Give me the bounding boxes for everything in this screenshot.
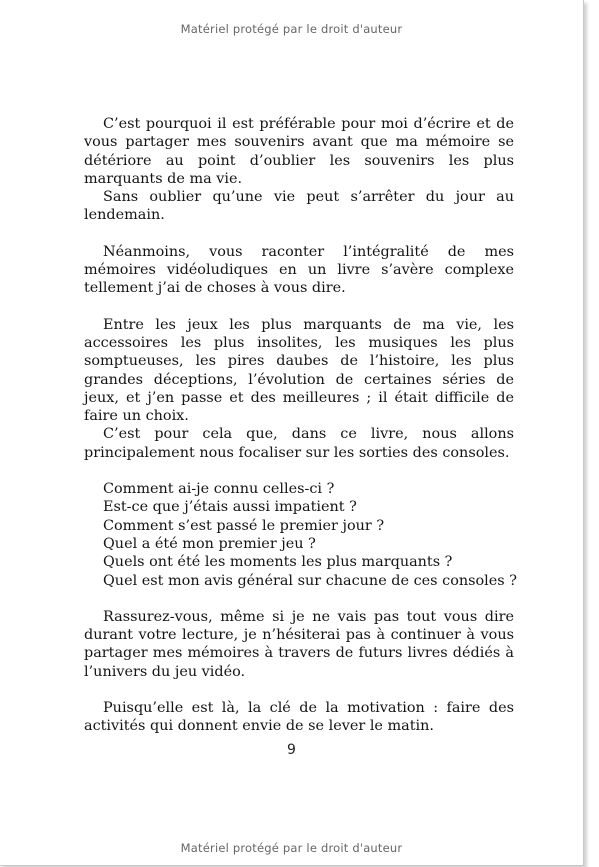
paragraph-spacer: [84, 462, 514, 480]
copyright-notice-bottom: Matériel protégé par le droit d'auteur: [180, 841, 403, 855]
paragraph-7: Puisqu’elle est là, la clé de la motivation : faire des activités qui donnent envie de se lever le matin.: [84, 700, 514, 735]
paragraph-spacer: [84, 225, 514, 243]
paragraph-spacer: [84, 681, 514, 699]
copyright-notice-top: Matériel protégé par le droit d'auteur: [180, 22, 403, 36]
paragraph-3: Néanmoins, vous raconter l’intégralité de mes mémoires vidéoludiques en un livre s’avère complexe tellement j’ai de choses à vous dire.: [84, 243, 514, 297]
question-line-3: Comment s’est passé le premier jour ?: [103, 517, 385, 534]
paragraph-1: C’est pourquoi il est préférable pour moi d’écrire et de vous partager mes souvenirs avant que ma mémoire se détériore au point d’oublier les souvenirs les plus marquants de ma vie.: [84, 116, 514, 187]
paragraph-spacer: [84, 590, 514, 608]
question-line-1: Comment ai-je connu celles-ci ?: [103, 481, 335, 498]
paragraph-6: Rassurez-vous, même si je ne vais pas tout vous dire durant votre lecture, je n’hésiterai pas à continuer à vous partager mes mémoires à travers de futurs livres dédiés à l’univers du jeu vidéo.: [84, 608, 514, 680]
paragraph-5: C’est pour cela que, dans ce livre, nous allons principalement nous focaliser sur les sorties des consoles.: [84, 426, 514, 461]
question-line-4: Quel a été mon premier jeu ?: [103, 535, 316, 552]
paragraph-2: Sans oublier qu’une vie peut s’arrêter du jour au lendemain.: [84, 189, 514, 224]
page-number: 9: [287, 742, 296, 758]
question-line-5: Quels ont été les moments les plus marquants ?: [103, 554, 453, 571]
question-line-6: Quel est mon avis général sur chacune de ces consoles ?: [103, 572, 517, 589]
paragraph-4: Entre les jeux les plus marquants de ma vie, les accessoires les plus insolites, les musiques les plus somptueuses, les pires daubes de l’histoire, les plus grandes déceptions, l’évolution de certaines séries de jeux, et j’en passe et des meilleures ; il était difficile de faire un choix.: [84, 316, 514, 425]
question-line-2: Est-ce que j’étais aussi impatient ?: [103, 499, 357, 516]
page-body: [84, 115, 517, 736]
paragraph-spacer: [84, 298, 514, 316]
